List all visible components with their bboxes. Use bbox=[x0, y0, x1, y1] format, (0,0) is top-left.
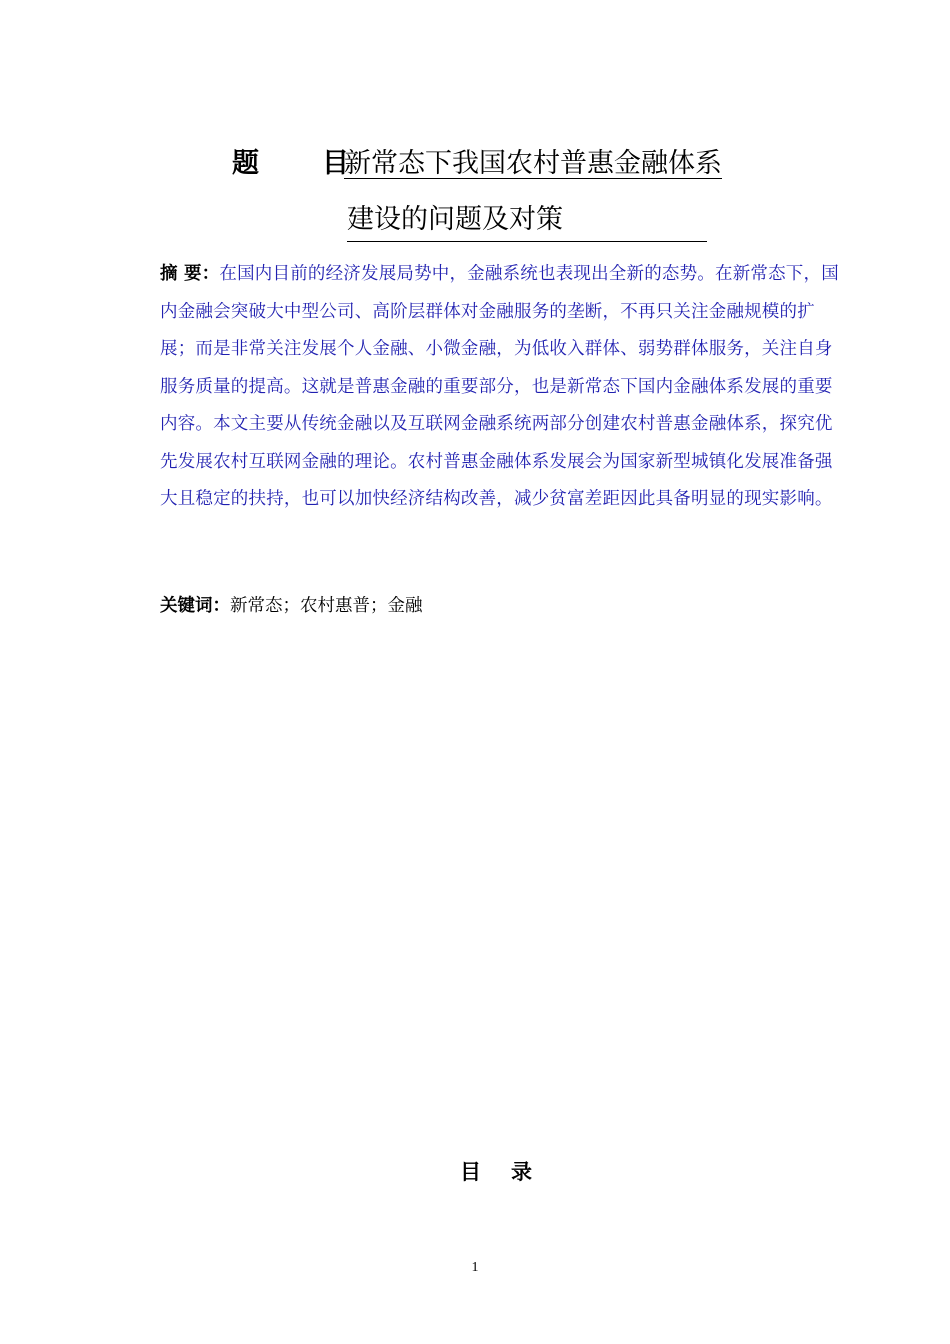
table-of-contents-heading bbox=[460, 1154, 580, 1190]
toc-heading-second-char: 录 bbox=[511, 1159, 532, 1184]
thesis-title-line-2 bbox=[347, 198, 707, 242]
keywords-line bbox=[160, 590, 760, 622]
abstract-text: 在国内目前的经济发展局势中，金融系统也表现出全新的态势。在新常态下，国内金融会突破大中型公司、高阶层群体对金融服务的垄断，不再只关注金融规模的扩展；而是非常关注发展个人金融、小微金融，为低收入群体、弱势群体服务，关注自身服务质量的提高。这就是普惠金融的重要部分，也是新常态下国内金融体系发展的重要内容。本文主要从传统金融以及互联网金融系统两部分创建农村普惠金融体系，探究优先发展农村互联网金融的理论。农村普惠金融体系发展会为国家新型城镇化发展准备强大且稳定的扶持，也可以加快经济结构改善，减少贫富差距因此具备明显的现实影响。 bbox=[160, 264, 839, 509]
thesis-title-line-1 bbox=[232, 142, 792, 186]
title-text-line-1: 新常态下我国农村普惠金融体系 bbox=[344, 148, 722, 179]
keywords-label: 关键词： bbox=[160, 596, 230, 616]
abstract-label: 摘 要： bbox=[160, 264, 220, 284]
toc-heading-first-char: 目 bbox=[460, 1159, 481, 1184]
page-number: 1 bbox=[471, 1260, 479, 1275]
title-label-second-char: 目 bbox=[322, 148, 349, 179]
keywords-text: 新常态；农村惠普；金融 bbox=[230, 596, 423, 616]
abstract-paragraph bbox=[160, 256, 850, 519]
title-label-first-char: 题 bbox=[232, 148, 259, 179]
title-text-line-2: 建设的问题及对策 bbox=[347, 204, 563, 235]
